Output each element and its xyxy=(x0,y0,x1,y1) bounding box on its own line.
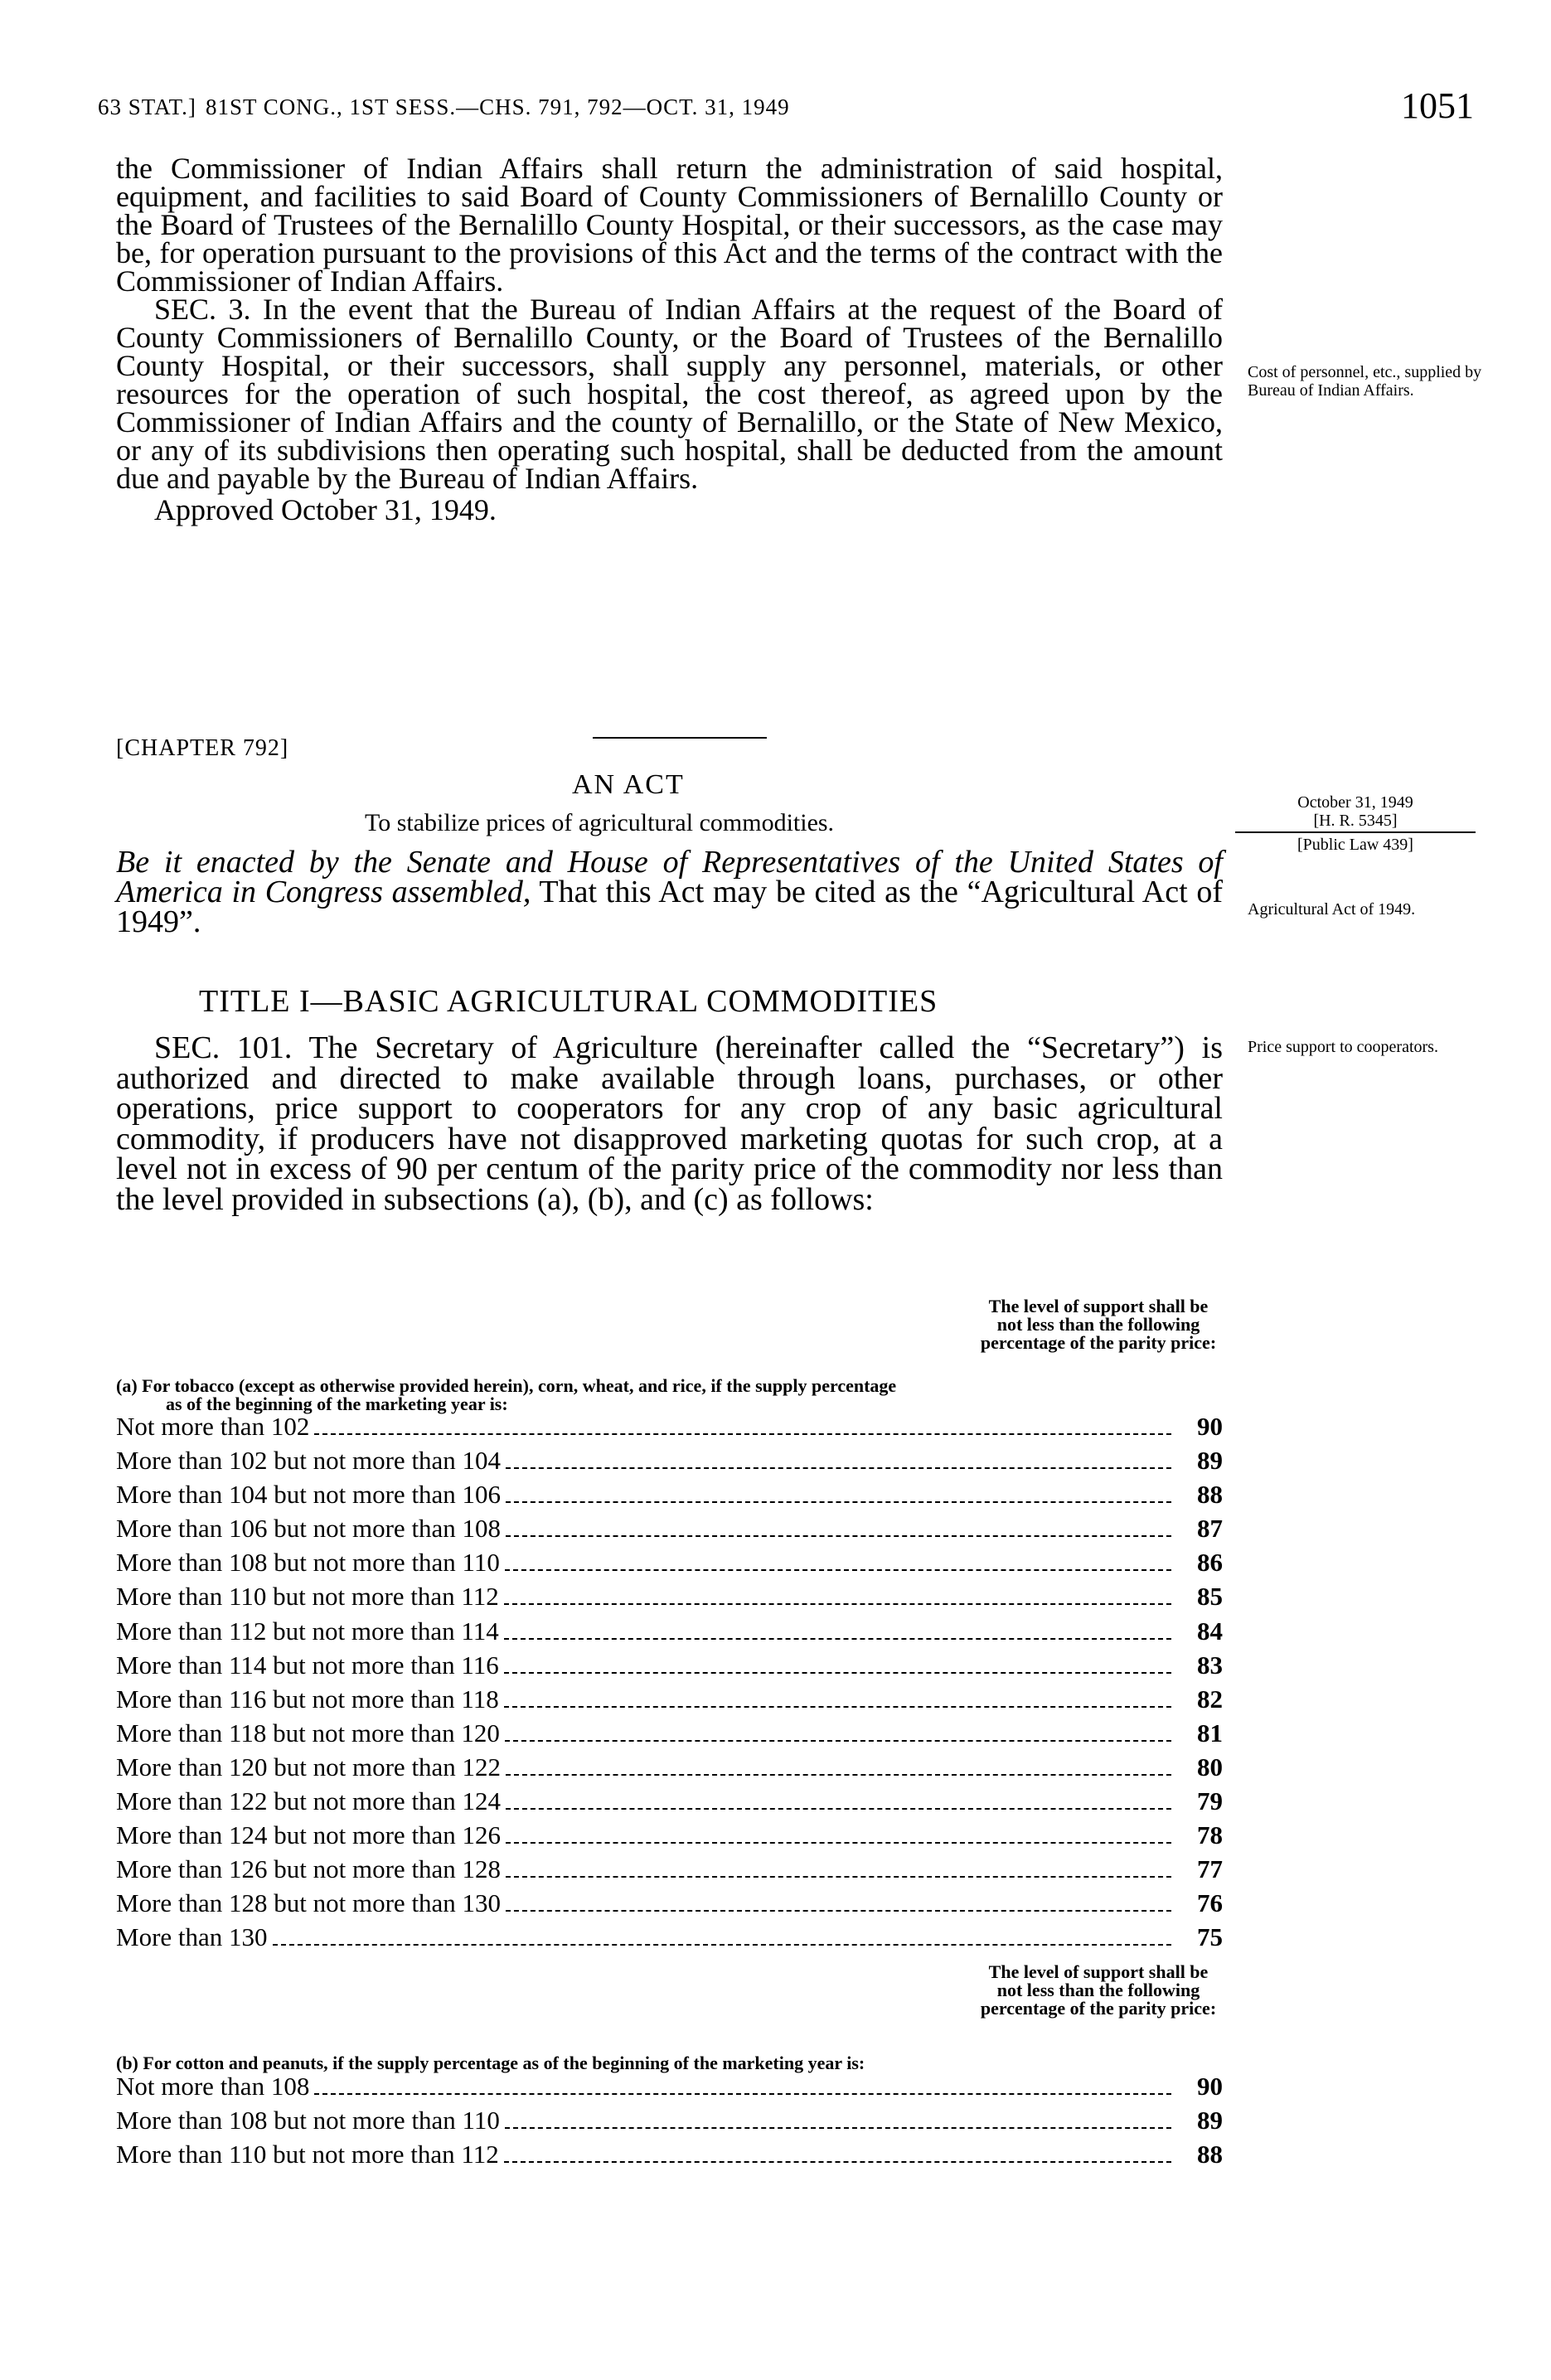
dot-leader xyxy=(506,1808,1171,1810)
row-value: 78 xyxy=(1197,1820,1223,1850)
row-label: More than 104 but not more than 106 xyxy=(116,1480,502,1510)
dot-leader xyxy=(506,1842,1171,1844)
row-label: More than 108 but not more than 110 xyxy=(116,1548,500,1578)
margin-date: October 31, 1949 xyxy=(1297,793,1413,812)
row-label: More than 118 but not more than 120 xyxy=(116,1718,500,1747)
table-row xyxy=(116,1545,1223,1579)
margin-price-support: Price support to cooperators. xyxy=(1248,1038,1438,1056)
table-b-left-heading: (b) For cotton and peanuts, if the supply percentage as of the beginning of the marketing year is: xyxy=(116,2053,865,2073)
row-label: More than 130 xyxy=(116,1922,268,1952)
table-row xyxy=(116,1920,1223,1954)
table-a-rows xyxy=(116,1409,1223,1955)
table-row xyxy=(116,1784,1223,1818)
table-row xyxy=(116,1511,1223,1545)
title-heading: TITLE I—BASIC AGRICULTURAL COMMODITIES xyxy=(199,984,938,1019)
table-row xyxy=(116,1682,1223,1716)
margin-short-title: Agricultural Act of 1949. xyxy=(1248,900,1416,919)
dot-leader xyxy=(314,2093,1171,2095)
row-value: 77 xyxy=(1197,1854,1223,1884)
table-row xyxy=(116,1409,1223,1443)
row-value: 85 xyxy=(1197,1582,1223,1612)
table-row xyxy=(116,2069,1223,2103)
dot-leader xyxy=(505,1740,1171,1742)
dot-leader xyxy=(505,2127,1171,2129)
dot-leader xyxy=(506,1501,1171,1503)
table-row xyxy=(116,1579,1223,1613)
page-number: 1051 xyxy=(1401,85,1474,126)
margin-note-cost-personnel: Cost of personnel, etc., supplied by Bureau of Indian Affairs. xyxy=(1248,363,1482,400)
paragraph-sec-3: SEC. 3. In the event that the Bureau of Indian Affairs at the request of the Board of County Commissioners of Bernalillo County, or the Board of Trustees of the Bernalillo County Hospital, or their successors, shall supply any personnel, materials, or other resources for the operation of such hospital, the cost thereof, as agreed upon by the Commissioner of Indian Affairs and the county of Bernalillo, or the State of New Mexico, or any of its subdivisions then operating such hospital, shall be deducted from the amount due and payable by the Bureau of Indian Affairs. xyxy=(116,293,1223,495)
table-row xyxy=(116,1750,1223,1784)
row-label: More than 112 but not more than 114 xyxy=(116,1616,499,1646)
margin-divider xyxy=(1235,831,1476,833)
row-value: 80 xyxy=(1197,1752,1223,1781)
row-label: More than 106 but not more than 108 xyxy=(116,1514,502,1544)
section-2-continuation xyxy=(116,154,1223,524)
dot-leader xyxy=(273,1944,1171,1946)
table-b-header xyxy=(116,1963,1223,2072)
enacting-clause-italic: Be it enacted by the Senate and House of Representatives of the United States of America in Congress assembled, xyxy=(116,845,1223,909)
row-label: More than 114 but not more than 116 xyxy=(116,1650,499,1680)
row-label: Not more than 102 xyxy=(116,1412,310,1441)
table-row xyxy=(116,2137,1223,2171)
row-value: 89 xyxy=(1197,1446,1223,1476)
act-heading: AN ACT xyxy=(572,769,685,800)
dot-leader xyxy=(506,1535,1171,1537)
row-value: 82 xyxy=(1197,1684,1223,1714)
volume-label: 63 STAT.] xyxy=(98,95,196,119)
row-label: Not more than 108 xyxy=(116,2072,310,2101)
dot-leader xyxy=(314,1433,1171,1435)
act-purpose: To stabilize prices of agricultural commodities. xyxy=(365,809,835,836)
table-row xyxy=(116,2103,1223,2137)
margin-public-law: [Public Law 439] xyxy=(1297,836,1413,854)
table-a-header xyxy=(116,1297,1223,1413)
table-b-rows xyxy=(116,2069,1223,2171)
divider-rule xyxy=(593,737,767,739)
row-label: More than 110 but not more than 112 xyxy=(116,1582,499,1612)
row-label: More than 102 but not more than 104 xyxy=(116,1446,502,1476)
margin-bill-number: [H. R. 5345] xyxy=(1313,812,1398,830)
dot-leader xyxy=(506,1876,1171,1878)
row-value: 87 xyxy=(1197,1514,1223,1544)
row-label: More than 128 but not more than 130 xyxy=(116,1888,502,1918)
row-value: 88 xyxy=(1197,2140,1223,2169)
row-value: 83 xyxy=(1197,1650,1223,1680)
row-label: More than 124 but not more than 126 xyxy=(116,1820,502,1850)
congress-session-line: 81ST CONG., 1ST SESS.—CHS. 791, 792—OCT. 31, 1949 xyxy=(206,95,790,119)
row-label: More than 120 but not more than 122 xyxy=(116,1752,502,1781)
row-value: 89 xyxy=(1197,2106,1223,2135)
table-row xyxy=(116,1614,1223,1648)
dot-leader xyxy=(504,1706,1171,1708)
row-value: 90 xyxy=(1197,1412,1223,1441)
table-a-right-heading: The level of support shall be not less than the following percentage of the parity price: xyxy=(980,1296,1217,1353)
row-value: 76 xyxy=(1197,1888,1223,1918)
row-value: 86 xyxy=(1197,1548,1223,1578)
row-label: More than 116 but not more than 118 xyxy=(116,1684,499,1714)
table-b-right-heading: The level of support shall be not less than the following percentage of the parity price: xyxy=(980,1961,1217,2019)
row-value: 75 xyxy=(1197,1922,1223,1952)
approval-line: Approved October 31, 1949. xyxy=(154,493,497,526)
dot-leader xyxy=(505,1569,1171,1571)
table-row xyxy=(116,1443,1223,1477)
section-101-text: SEC. 101. The Secretary of Agriculture (hereinafter called the “Secretary”) is authorized and directed to make available through loans, purchases, or other operations, price support to cooperators for any crop of any basic agricultural commodity, if producers have not disapproved marketing quotas for such crop, at a level not in excess of 90 per centum of the parity price of the commodity nor less than the level provided in subsections (a), (b), and (c) as follows: xyxy=(116,1030,1223,1217)
dot-leader xyxy=(504,1603,1171,1605)
row-label: More than 110 but not more than 112 xyxy=(116,2140,499,2169)
row-label: More than 108 but not more than 110 xyxy=(116,2106,500,2135)
row-value: 79 xyxy=(1197,1786,1223,1816)
row-label: More than 126 but not more than 128 xyxy=(116,1854,502,1884)
table-row xyxy=(116,1852,1223,1886)
table-row xyxy=(116,1886,1223,1920)
paragraph-hospital-return: the Commissioner of Indian Affairs shall return the administration of said hospital, equipment, and facilities to said Board of County Commissioners of Bernalillo County or the Board of Trustees of the Bernalillo County Hospital, or their successors, as the case may be, for operation pursuant to the provisions of this Act and the terms of the contract with the Commissioner of Indian Affairs. xyxy=(116,152,1223,298)
table-row xyxy=(116,1648,1223,1682)
dot-leader xyxy=(506,1467,1171,1469)
dot-leader xyxy=(506,1910,1171,1912)
table-row xyxy=(116,1716,1223,1750)
dot-leader xyxy=(506,1774,1171,1776)
table-a-left-heading: (a) For tobacco (except as otherwise provided herein), corn, wheat, and rice, if the supply percentage as of the beginning of the marketing year is: xyxy=(116,1375,897,1414)
dot-leader xyxy=(504,1638,1171,1640)
row-label: More than 122 but not more than 124 xyxy=(116,1786,502,1816)
dot-leader xyxy=(504,1672,1171,1674)
dot-leader xyxy=(504,2161,1171,2163)
enacting-clause xyxy=(116,847,1223,937)
table-row xyxy=(116,1818,1223,1852)
page-header xyxy=(98,85,1474,134)
row-value: 90 xyxy=(1197,2072,1223,2101)
row-value: 88 xyxy=(1197,1480,1223,1510)
row-value: 81 xyxy=(1197,1718,1223,1747)
row-value: 84 xyxy=(1197,1616,1223,1646)
table-row xyxy=(116,1477,1223,1511)
enacting-clause-short-title: That this Act may be cited as the “Agricultural Act of 1949”. xyxy=(116,875,1224,939)
section-101 xyxy=(116,1030,1223,1217)
chapter-label: [CHAPTER 792] xyxy=(116,735,289,761)
